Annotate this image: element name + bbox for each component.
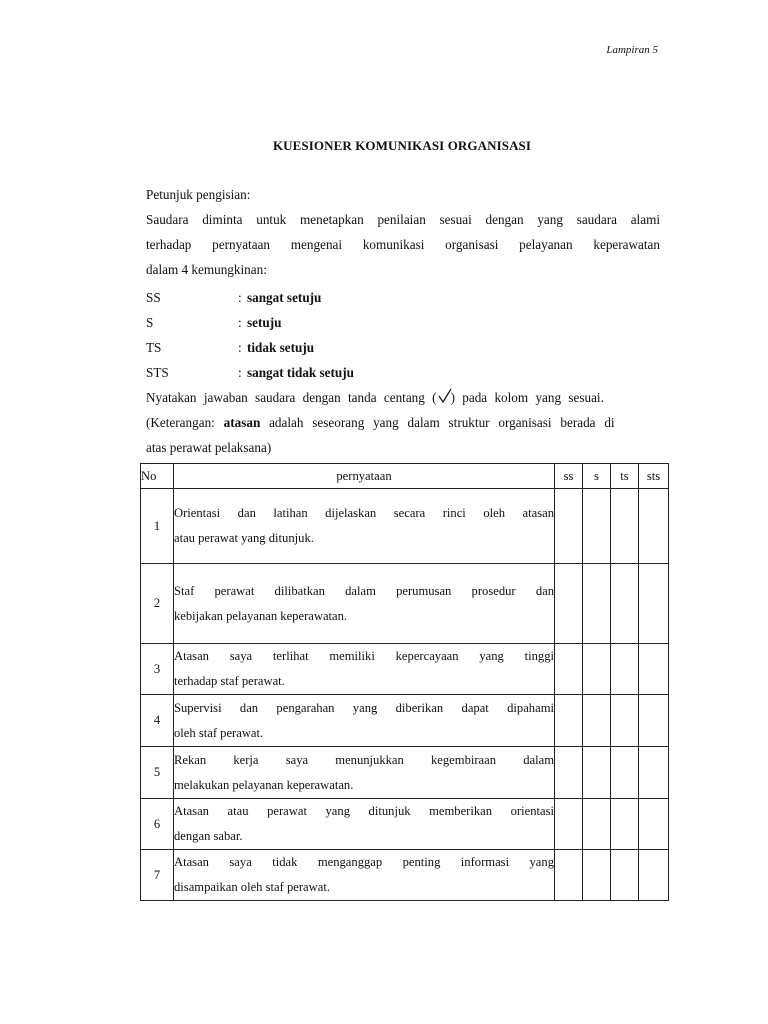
answer-cell-ts[interactable] <box>611 799 639 850</box>
scale-colon: : <box>238 340 242 355</box>
scale-desc: sangat tidak setuju <box>247 365 354 380</box>
note-line <box>146 385 660 410</box>
questionnaire-table <box>140 463 669 901</box>
note-text: (Keterangan: <box>146 415 215 430</box>
scale-colon: : <box>238 290 242 305</box>
row-number: 3 <box>141 644 174 695</box>
row-number: 5 <box>141 747 174 799</box>
instructions-heading: Petunjuk pengisian: <box>146 187 251 202</box>
instructions <box>146 182 660 282</box>
answer-cell-ss[interactable] <box>555 747 583 799</box>
statement-line: Atasan atau perawat yang ditunjuk memberikan orientasi <box>174 804 554 818</box>
scale-code: SS <box>146 290 161 305</box>
scale-desc: tidak setuju <box>247 340 315 355</box>
header-sts: sts <box>639 464 669 489</box>
answer-cell-ss[interactable] <box>555 489 583 564</box>
answer-cell-s[interactable] <box>583 747 611 799</box>
instructions-line: dalam 4 kemungkinan: <box>146 262 267 277</box>
statement-cell <box>174 747 555 799</box>
statement-cell <box>174 799 555 850</box>
answer-cell-s[interactable] <box>583 799 611 850</box>
answer-cell-sts[interactable] <box>639 799 669 850</box>
scale-colon: : <box>238 315 242 330</box>
header-ss: ss <box>555 464 583 489</box>
statement-line: disampaikan oleh staf perawat. <box>174 880 330 894</box>
answer-cell-sts[interactable] <box>639 644 669 695</box>
table-row <box>141 799 669 850</box>
table-header-row <box>141 464 669 489</box>
answer-cell-ss[interactable] <box>555 564 583 644</box>
table-row <box>141 695 669 747</box>
statement-line: Orientasi dan latihan dijelaskan secara rinci oleh atasan <box>174 506 554 520</box>
answer-cell-sts[interactable] <box>639 489 669 564</box>
scale-code: S <box>146 315 154 330</box>
answer-cell-ts[interactable] <box>611 695 639 747</box>
note-bold-term: atasan <box>223 415 261 430</box>
answer-cell-ss[interactable] <box>555 850 583 901</box>
note-line <box>146 410 660 435</box>
answer-cell-sts[interactable] <box>639 564 669 644</box>
header-statement: pernyataan <box>174 464 555 489</box>
answer-cell-ss[interactable] <box>555 799 583 850</box>
scale-code: TS <box>146 340 162 355</box>
row-number: 7 <box>141 850 174 901</box>
statement-line: Staf perawat dilibatkan dalam perumusan prosedur dan <box>174 583 554 598</box>
statement-line: Supervisi dan pengarahan yang diberikan dapat dipahami <box>174 700 554 715</box>
scale-desc: setuju <box>247 315 282 330</box>
instructions-line: terhadap pernyataan mengenai komunikasi organisasi pelayanan keperawatan <box>146 237 660 252</box>
statement-line: oleh staf perawat. <box>174 725 264 740</box>
page-label: Lampiran 5 <box>606 44 658 56</box>
note-line: atas perawat pelaksana) <box>146 440 272 455</box>
statement-cell <box>174 850 555 901</box>
scale-desc: sangat setuju <box>247 290 322 305</box>
answer-cell-sts[interactable] <box>639 695 669 747</box>
statement-cell <box>174 644 555 695</box>
table-row <box>141 489 669 564</box>
table-row <box>141 564 669 644</box>
header-ts: ts <box>611 464 639 489</box>
answer-cell-s[interactable] <box>583 695 611 747</box>
answer-cell-ts[interactable] <box>611 489 639 564</box>
table-row <box>141 850 669 901</box>
statement-cell <box>174 695 555 747</box>
row-number: 4 <box>141 695 174 747</box>
statement-line: dengan sabar. <box>174 829 243 843</box>
answer-cell-sts[interactable] <box>639 747 669 799</box>
statement-line: terhadap staf perawat. <box>174 674 285 688</box>
answer-cell-s[interactable] <box>583 850 611 901</box>
answer-cell-ts[interactable] <box>611 564 639 644</box>
note-text: ) pada kolom yang sesuai. <box>450 390 604 405</box>
note <box>146 385 660 460</box>
header-s: s <box>583 464 611 489</box>
answer-cell-s[interactable] <box>583 489 611 564</box>
answer-cell-ts[interactable] <box>611 644 639 695</box>
scale-colon: : <box>238 365 242 380</box>
statement-line: melakukan pelayanan keperawatan. <box>174 777 354 792</box>
row-number: 2 <box>141 564 174 644</box>
statement-line: kebijakan pelayanan keperawatan. <box>174 608 348 623</box>
page-title: KUESIONER KOMUNIKASI ORGANISASI <box>272 138 532 153</box>
row-number: 1 <box>141 489 174 564</box>
statement-cell <box>174 489 555 564</box>
statement-line: Rekan kerja saya menunjukkan kegembiraan dalam <box>174 752 554 767</box>
table-row <box>141 644 669 695</box>
header-no: No <box>141 464 174 489</box>
answer-cell-ss[interactable] <box>555 644 583 695</box>
statement-line: Atasan saya terlihat memiliki kepercayaan yang tinggi <box>174 649 554 663</box>
answer-cell-sts[interactable] <box>639 850 669 901</box>
checkmark-icon <box>437 387 451 401</box>
answer-cell-ts[interactable] <box>611 747 639 799</box>
answer-cell-ts[interactable] <box>611 850 639 901</box>
note-text: adalah seseorang yang dalam struktur organisasi berada di <box>269 415 615 430</box>
answer-cell-s[interactable] <box>583 644 611 695</box>
statement-line: Atasan saya tidak menganggap penting informasi yang <box>174 855 554 869</box>
statement-cell <box>174 564 555 644</box>
table-row <box>141 747 669 799</box>
instructions-line: Saudara diminta untuk menetapkan penilaian sesuai dengan yang saudara alami <box>146 212 660 227</box>
note-text: Nyatakan jawaban saudara dengan tanda centang ( <box>146 390 437 405</box>
answer-cell-s[interactable] <box>583 564 611 644</box>
statement-line: atau perawat yang ditunjuk. <box>174 531 314 545</box>
row-number: 6 <box>141 799 174 850</box>
scale-code: STS <box>146 365 169 380</box>
answer-cell-ss[interactable] <box>555 695 583 747</box>
